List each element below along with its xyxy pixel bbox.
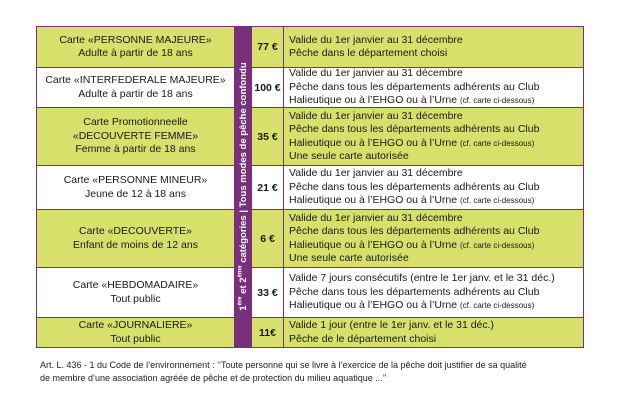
card-title-line: Carte «HEBDOMADAIRE»	[72, 279, 199, 291]
card-title-cell	[37, 107, 235, 165]
legal-footnote	[40, 359, 600, 385]
detail-line: Valide du 1er janvier au 31 décembre	[289, 167, 463, 180]
card-audience-line: Jeune de 12 à 18 ans	[84, 187, 186, 200]
card-title-cell	[37, 317, 235, 347]
detail-line: Valide 7 jours consécutifs (entre le 1er janv. et le 31 déc.)	[289, 272, 555, 285]
footnote-line: Art. L. 436 - 1 du Code de l’environnement : ‘‘Toute personne qui se livre à l’exercice de la pêche doit justifier de sa qualité	[40, 360, 527, 370]
details-cell	[284, 165, 583, 209]
card-title-line: Carte «PERSONNE MAJEURE»	[59, 33, 212, 46]
category-band-label: 1ère et 2ème catégories | Tous modes de pêche confondu	[237, 62, 250, 312]
card-title-line: Carte «INTERFEDERALE MAJEURE»	[45, 74, 226, 86]
details-cell	[284, 67, 583, 107]
detail-line: Valide du 1er janvier au 31 décembre	[289, 67, 463, 80]
details-cell	[284, 317, 583, 347]
table-row	[37, 165, 583, 209]
card-title-cell	[37, 67, 235, 107]
card-title-cell	[37, 27, 235, 67]
card-title-cell	[37, 209, 235, 267]
detail-line: Valide du 1er janvier au 31 décembre	[289, 109, 463, 122]
category-band	[235, 27, 252, 347]
detail-line: Valide 1 jour (entre le 1er janv. et le 31 déc.)	[289, 319, 495, 332]
detail-note: (cf. carte ci-dessous)	[460, 196, 535, 206]
table-row	[37, 317, 583, 347]
card-title-line: Carte «DECOUVERTE»	[78, 225, 192, 237]
detail-note: (cf. carte ci-dessous)	[460, 240, 535, 250]
detail-line: Pêche dans tous les départements adhérents au Club	[289, 285, 540, 298]
price-cell: 11€	[252, 317, 284, 347]
details-cell	[284, 107, 583, 165]
detail-line: Pêche de le département choisi	[289, 332, 437, 345]
card-audience-line: Enfant de moins de 12 ans	[73, 238, 198, 251]
card-audience-line: Adulte à partir de 18 ans	[78, 47, 193, 59]
table-row	[37, 209, 583, 267]
detail-line: Halieutique ou à l’EHGO ou à l’Urne	[289, 299, 458, 312]
card-title-cell	[37, 165, 235, 209]
card-title-line: Carte «JOURNALIERE»	[78, 319, 193, 331]
footnote-line: de membre d’une association agréée de pêche et de protection du milieu aquatique ...’’	[40, 373, 387, 383]
detail-note: (cf. carte ci-dessous)	[460, 301, 535, 311]
card-title-line: Carte Promotionneelle	[83, 116, 188, 129]
detail-line: Halieutique ou à l’EHGO ou à l’Urne	[289, 136, 458, 149]
fishing-card-table	[36, 26, 584, 348]
detail-line: Halieutique ou à l’EHGO ou à l’Urne	[289, 238, 458, 251]
detail-line: Une seule carte autorisée	[289, 251, 409, 264]
detail-line: Pêche dans tous les départements adhérents au Club	[289, 225, 540, 238]
details-cell	[284, 209, 583, 267]
card-title-cell	[37, 267, 235, 317]
price-cell: 21 €	[252, 165, 284, 209]
table-row	[37, 107, 583, 165]
detail-line: Pêche dans le département choisi	[289, 47, 448, 59]
detail-line: Une seule carte autorisée	[289, 149, 409, 162]
detail-line: Pêche dans tous les départements adhérents au Club	[289, 123, 540, 136]
detail-note: (cf. carte ci-dessous)	[460, 96, 535, 106]
detail-line: Halieutique ou à l’EHGO ou à l’Urne	[289, 194, 458, 207]
table-row	[37, 67, 583, 107]
detail-line: Halieutique ou à l’EHGO ou à l’Urne	[289, 94, 458, 107]
detail-line: Pêche dans tous les départements adhérents au Club	[289, 80, 540, 93]
price-cell: 6 €	[252, 209, 284, 267]
price-cell: 35 €	[252, 107, 284, 165]
detail-note: (cf. carte ci-dessous)	[460, 138, 535, 148]
detail-line: Pêche dans tous les départements adhérents au Club	[289, 180, 540, 193]
price-cell: 100 €	[252, 67, 284, 107]
detail-line: Valide du 1er janvier au 31 décembre	[289, 33, 463, 46]
card-audience-line: Tout public	[110, 292, 161, 305]
card-title-line: Carte «PERSONNE MINEUR»	[63, 174, 208, 186]
price-cell: 77 €	[252, 27, 284, 67]
card-audience-line: Tout public	[110, 332, 161, 345]
card-audience-line: Femme à partir de 18 ans	[75, 143, 196, 156]
details-cell	[284, 267, 583, 317]
detail-line: Valide du 1er janvier au 31 décembre	[289, 211, 463, 224]
card-title-line: «DECOUVERTE FEMME»	[72, 129, 199, 142]
details-cell	[284, 27, 583, 67]
price-cell: 33 €	[252, 267, 284, 317]
card-audience-line: Adulte à partir de 18 ans	[78, 87, 193, 100]
table-row	[37, 27, 583, 67]
table-row	[37, 267, 583, 317]
